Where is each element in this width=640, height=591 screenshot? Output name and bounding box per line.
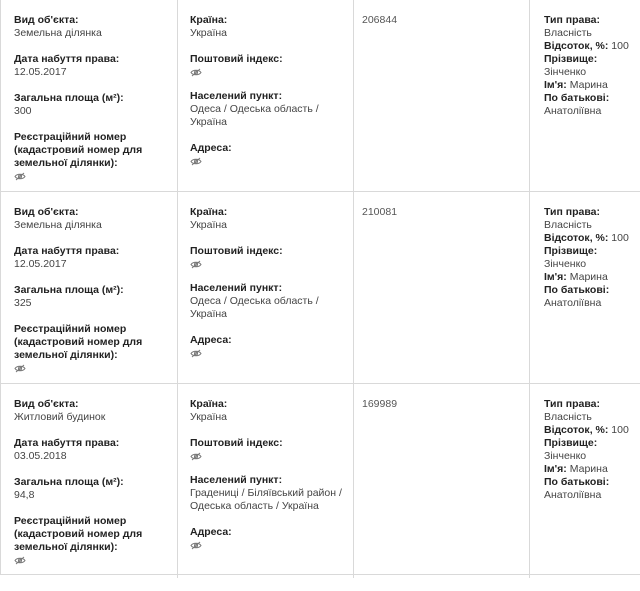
share-value: 100 <box>611 40 629 52</box>
country-label: Країна: <box>190 206 228 218</box>
eye-slash-icon <box>14 364 26 373</box>
acquired-date-value: 12.05.2017 <box>14 258 67 270</box>
name-label: Ім'я: <box>544 79 567 91</box>
location-cell <box>178 192 354 386</box>
acquired-date-value: 12.05.2017 <box>14 66 67 78</box>
surname-value: Зінченко <box>544 66 587 78</box>
share-line <box>544 232 637 245</box>
area-value: 325 <box>14 297 32 309</box>
surname-label: Прізвище: <box>544 53 598 65</box>
area-label: Загальна площа (м²): <box>14 284 124 296</box>
country-value: Україна <box>190 411 228 423</box>
registration-number-label: Реєстраційний номер (кадастровий номер для земельної ділянки): <box>14 131 143 169</box>
right-type-value: Власність <box>544 219 592 231</box>
surname-value: Зінченко <box>544 258 587 270</box>
locality-value: Одеса / Одеська область / Україна <box>190 103 319 128</box>
share-line <box>544 40 637 53</box>
acquired-date-label: Дата набуття права: <box>14 437 120 449</box>
name-label: Ім'я: <box>544 463 567 475</box>
object-type-label: Вид об'єкта: <box>14 206 79 218</box>
name-line <box>544 79 637 92</box>
cost-cell <box>354 0 530 194</box>
country-value: Україна <box>190 27 228 39</box>
postal-code-label: Поштовий індекс: <box>190 437 283 449</box>
location-cell <box>178 0 354 194</box>
cost-cell <box>354 192 530 386</box>
table-row <box>1 192 640 384</box>
acquired-date-label: Дата набуття права: <box>14 245 120 257</box>
acquired-date-label: Дата набуття права: <box>14 53 120 65</box>
locality-value: Градениці / Біляївський район / Одеська область / Україна <box>190 487 342 512</box>
share-value: 100 <box>611 424 629 436</box>
table-row <box>1 0 640 192</box>
object-cell <box>1 0 178 194</box>
locality-label: Населений пункт: <box>190 90 283 102</box>
patronymic-label: По батькові: <box>544 284 610 296</box>
cost-value: 206844 <box>362 14 398 26</box>
owner-cell <box>530 384 640 578</box>
locality-label: Населений пункт: <box>190 474 283 486</box>
cost-value: 169989 <box>362 398 398 410</box>
eye-slash-icon <box>14 556 26 565</box>
right-type-label: Тип права: <box>544 398 600 410</box>
eye-slash-icon <box>190 452 202 461</box>
patronymic-value: Анатоліївна <box>544 489 602 501</box>
object-cell <box>1 192 178 386</box>
owner-cell <box>530 192 640 386</box>
registration-number-label: Реєстраційний номер (кадастровий номер для земельної ділянки): <box>14 515 143 553</box>
name-line <box>544 271 637 284</box>
right-type-value: Власність <box>544 27 592 39</box>
patronymic-value: Анатоліївна <box>544 297 602 309</box>
share-label: Відсоток, %: <box>544 40 609 52</box>
name-line <box>544 463 637 476</box>
object-type-label: Вид об'єкта: <box>14 398 79 410</box>
share-label: Відсоток, %: <box>544 424 609 436</box>
surname-value: Зінченко <box>544 450 587 462</box>
eye-slash-icon <box>190 157 202 166</box>
cost-value: 210081 <box>362 206 398 218</box>
share-label: Відсоток, %: <box>544 232 609 244</box>
locality-label: Населений пункт: <box>190 282 283 294</box>
name-value: Марина <box>569 79 608 91</box>
eye-slash-icon <box>14 172 26 181</box>
owner-cell <box>530 0 640 194</box>
address-label: Адреса: <box>190 526 232 538</box>
acquired-date-value: 03.05.2018 <box>14 450 67 462</box>
address-label: Адреса: <box>190 334 232 346</box>
area-label: Загальна площа (м²): <box>14 476 124 488</box>
patronymic-value: Анатоліївна <box>544 105 602 117</box>
country-value: Україна <box>190 219 228 231</box>
name-value: Марина <box>569 463 608 475</box>
cost-cell <box>354 384 530 578</box>
postal-code-label: Поштовий індекс: <box>190 53 283 65</box>
share-value: 100 <box>611 232 629 244</box>
address-label: Адреса: <box>190 142 232 154</box>
area-value: 94,8 <box>14 489 35 501</box>
eye-slash-icon <box>190 260 202 269</box>
object-type-value: Земельна ділянка <box>14 27 102 39</box>
eye-slash-icon <box>190 541 202 550</box>
eye-slash-icon <box>190 349 202 358</box>
area-label: Загальна площа (м²): <box>14 92 124 104</box>
table-row <box>1 384 640 575</box>
postal-code-label: Поштовий індекс: <box>190 245 283 257</box>
patronymic-label: По батькові: <box>544 476 610 488</box>
right-type-value: Власність <box>544 411 592 423</box>
locality-value: Одеса / Одеська область / Україна <box>190 295 319 320</box>
share-line <box>544 424 637 437</box>
surname-label: Прізвище: <box>544 245 598 257</box>
eye-slash-icon <box>190 68 202 77</box>
location-cell <box>178 384 354 578</box>
area-value: 300 <box>14 105 32 117</box>
country-label: Країна: <box>190 398 228 410</box>
object-cell <box>1 384 178 578</box>
surname-label: Прізвище: <box>544 437 598 449</box>
right-type-label: Тип права: <box>544 206 600 218</box>
registration-number-label: Реєстраційний номер (кадастровий номер для земельної ділянки): <box>14 323 143 361</box>
country-label: Країна: <box>190 14 228 26</box>
object-type-value: Земельна ділянка <box>14 219 102 231</box>
name-label: Ім'я: <box>544 271 567 283</box>
object-type-label: Вид об'єкта: <box>14 14 79 26</box>
name-value: Марина <box>569 271 608 283</box>
object-type-value: Житловий будинок <box>14 411 106 423</box>
right-type-label: Тип права: <box>544 14 600 26</box>
patronymic-label: По батькові: <box>544 92 610 104</box>
